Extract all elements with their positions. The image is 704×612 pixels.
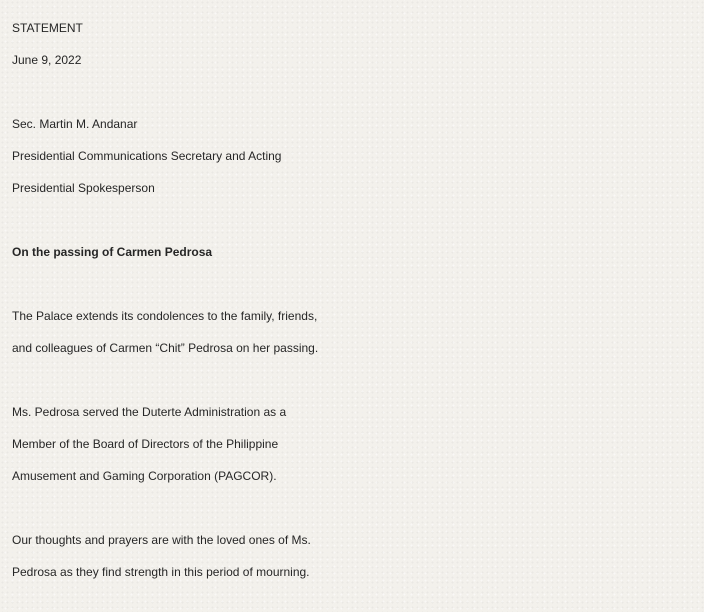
paragraph-line: The Palace extends its condolences to the family, friends, — [12, 309, 318, 323]
author-title-line: Presidential Spokesperson — [12, 181, 155, 195]
paragraph-line: Our thoughts and prayers are with the loved ones of Ms. — [12, 533, 311, 547]
statement-document — [12, 12, 696, 588]
paragraph-line: Amusement and Gaming Corporation (PAGCOR). — [12, 469, 277, 483]
paragraph-line: and colleagues of Carmen “Chit” Pedrosa on her passing. — [12, 341, 319, 355]
blank-line — [12, 204, 696, 236]
blank-line — [12, 492, 696, 524]
paragraph-line: Pedrosa as they find strength in this period of mourning. — [12, 565, 310, 579]
blank-line — [12, 268, 696, 300]
paragraph-line: Member of the Board of Directors of the Philippine — [12, 437, 279, 451]
author-title-line: Presidential Communications Secretary and Acting — [12, 149, 282, 163]
paragraph-service — [12, 396, 696, 492]
statement-subject: On the passing of Carmen Pedrosa — [12, 245, 213, 259]
blank-line — [12, 364, 696, 396]
author-name: Sec. Martin M. Andanar — [12, 117, 138, 131]
paragraph-prayers — [12, 524, 696, 588]
statement-label: STATEMENT — [12, 21, 83, 35]
paragraph-line: Ms. Pedrosa served the Duterte Administration as a — [12, 405, 287, 419]
statement-date: June 9, 2022 — [12, 53, 82, 67]
paragraph-condolences — [12, 300, 696, 364]
blank-line — [12, 76, 696, 108]
